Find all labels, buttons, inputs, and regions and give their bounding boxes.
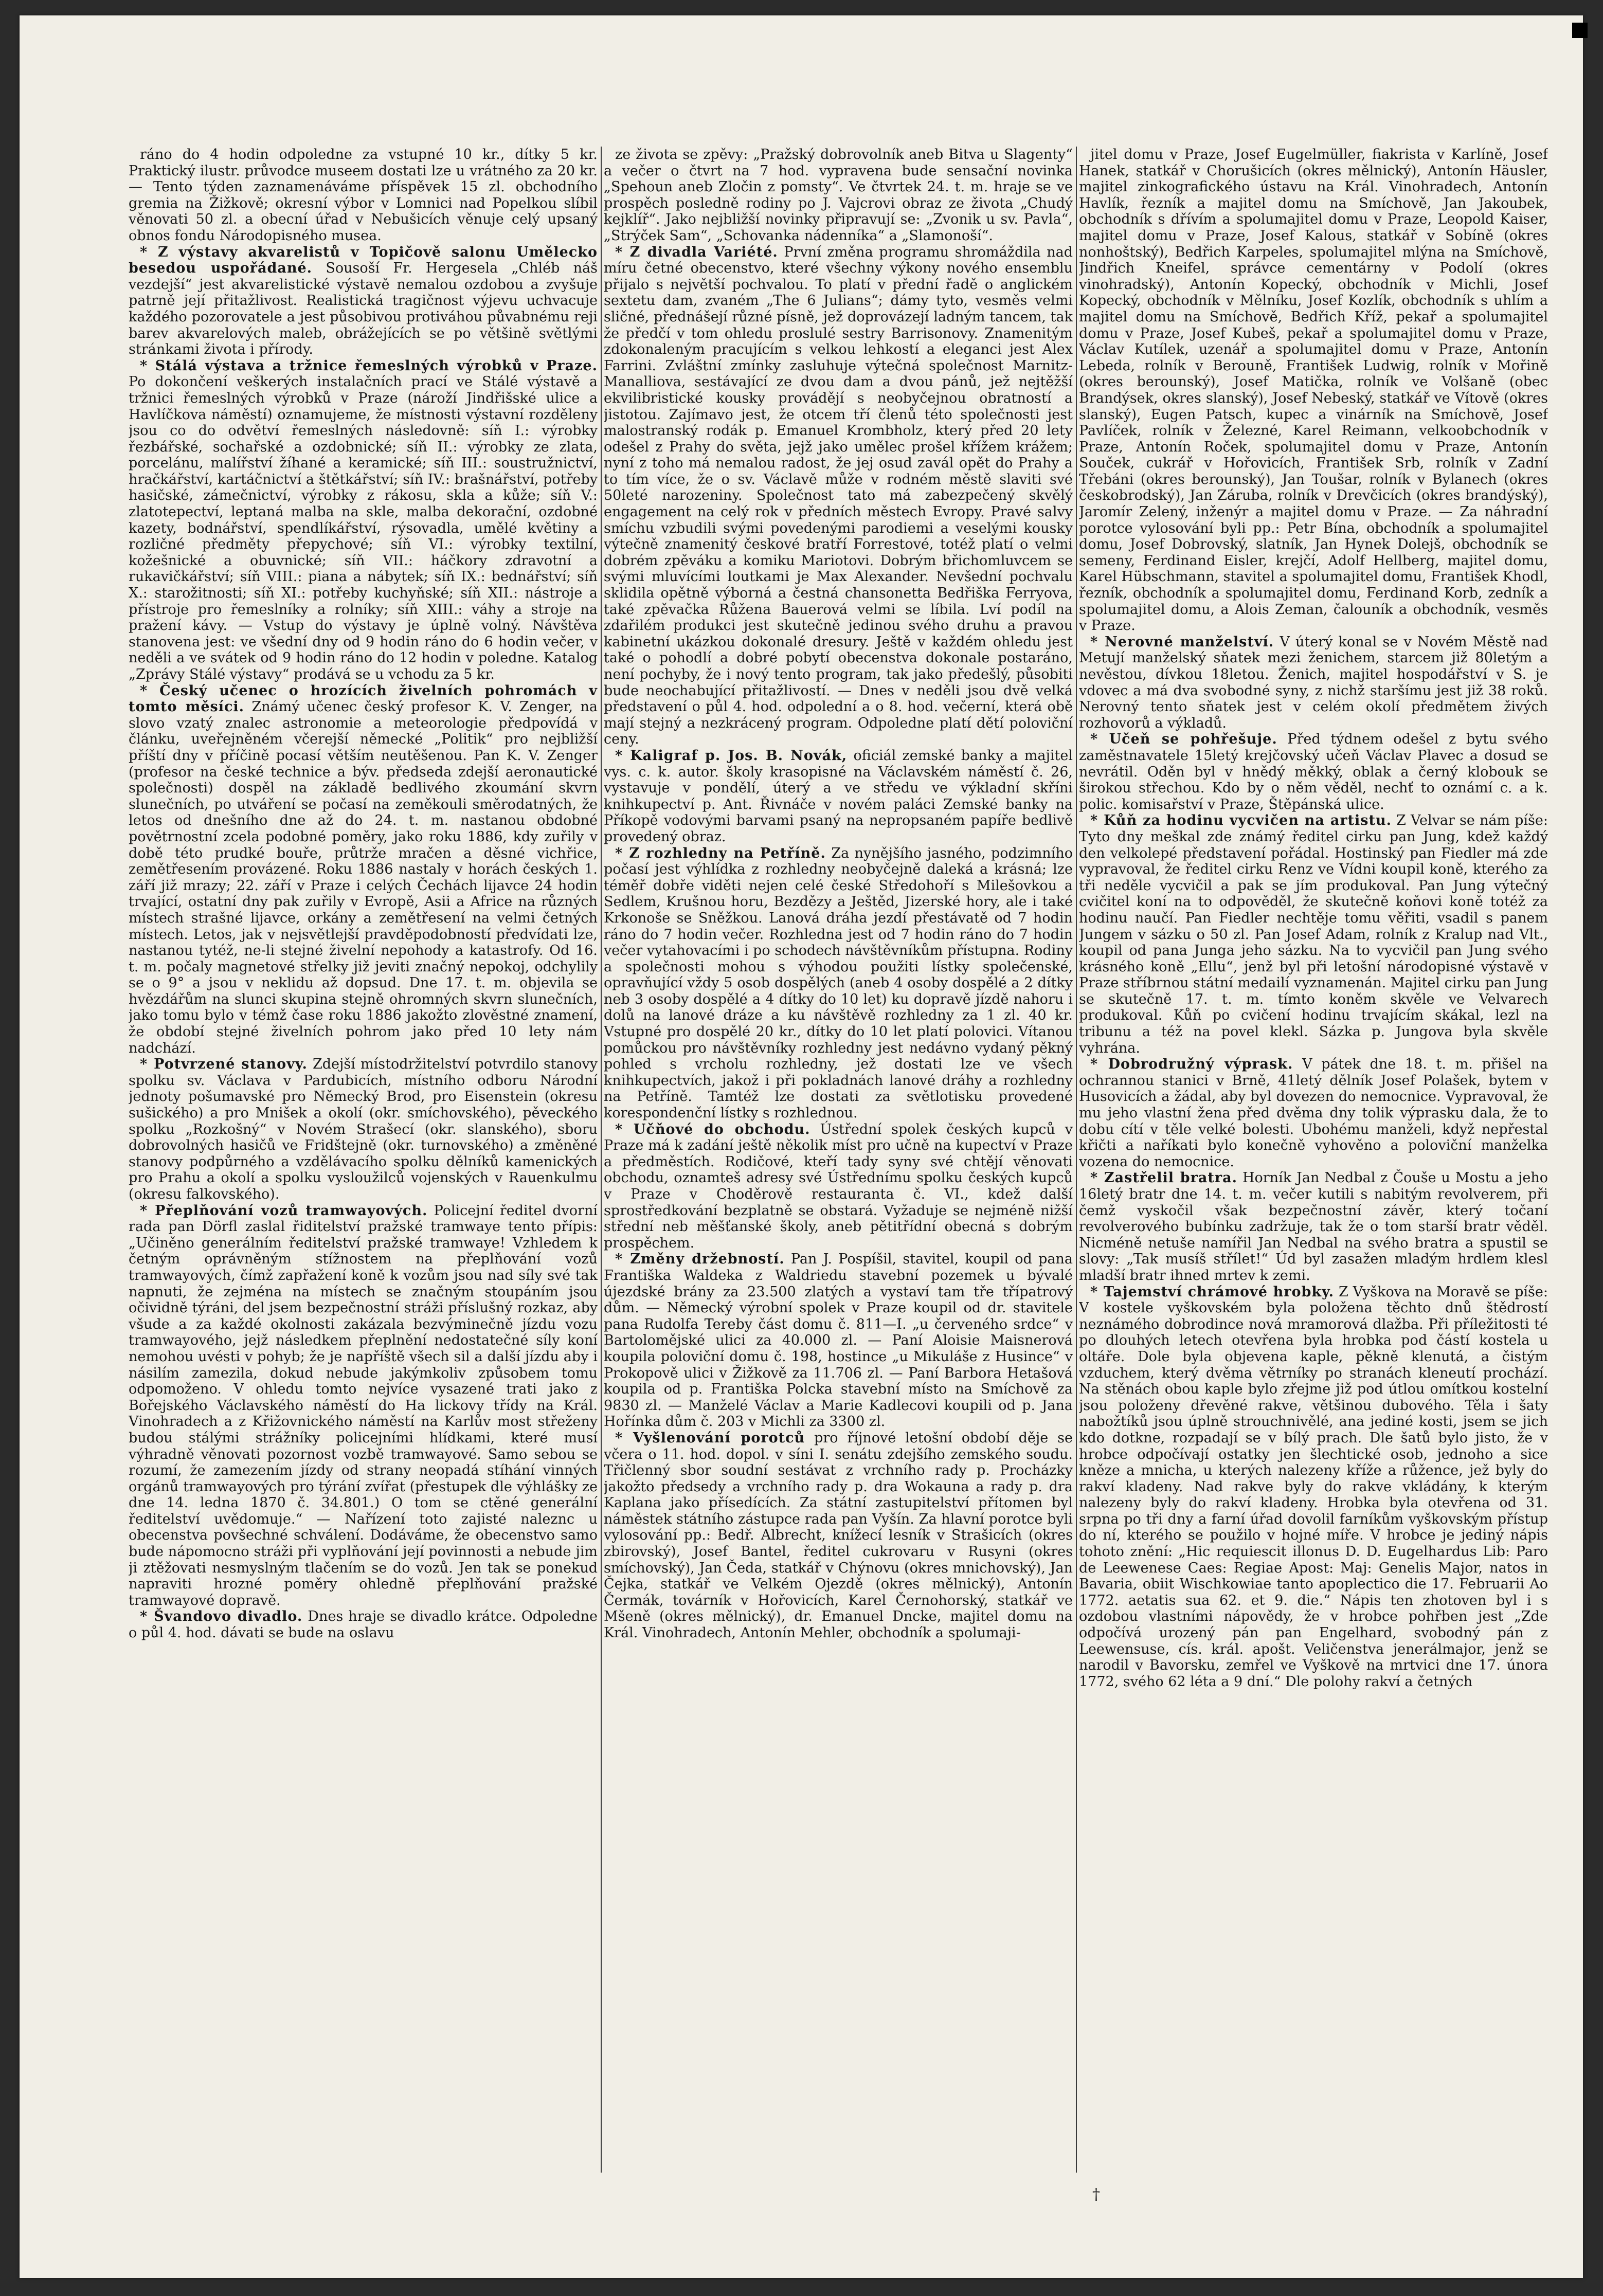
article-body: Horník Jan Nedbal z Čouše u Mostu a jeho 16letý bratr dne 14. t. m. večer kutili s nabitým revolverem, při čemž vyskočil však bezpečnostní závěr, který točaní revolverového bubínku zadržuje, tak že o tom starší bratr věděl. Nicméně netuše namířil Jan Nedbal na svého bratra a spustil se slovy: „Tak musíš střílet!“ Úd byl zasažen mladým hrdlem klesl mladší bratr ihned mrtev k zemi. [1079,1170,1548,1283]
article-headline: * Potvrzené stanovy. [140,1056,308,1072]
article-body: Před týdnem odešel z bytu svého zaměstnavatele 15letý krejčovský učeň Václav Plavec a dosud se nevrátil. Oděn byl v hnědý měkký, oblak a černý klobouk se širokou střechou. Kdo by o něm věděl, nechť to oznámí c. a k. polic. komisařství v Praze, Štěpánská ulice. [1079,731,1548,812]
article-paragraph [129,147,598,244]
article-paragraph [604,1430,1073,1641]
article-body: Ústřední spolek českých kupců v Praze má k zadání ještě několik míst pro učně na kupectví v Praze a předměstích. Rodičové, kteří tady syny své chtějí věnovati obchodu, oznamteš adresy své Ústřednímu spolku českých kupců v Praze v Choděrově restauranta č. VI., kdež další sprostředkování bezplatně se obstará. Vyžaduje se nejméně nižší střední neb měšťanské školy, aneb pětitřídní obecná s dobrým prospěchem. [604,1121,1073,1251]
article-paragraph [604,244,1073,748]
article-headline: * Zastřelil bratra. [1090,1170,1237,1186]
article-paragraph [129,358,598,683]
article-body: Známý učenec český profesor K. V. Zenger, na slovo vzatý znalec astronomie a meteorologie předpovídá v článku, uveřejněném včerejší německé „Politik“ pro nejbližší příští dny v příčině pocasí větším neutěšenou. Pan K. V. Zenger (profesor na české technice a býv. předseda zdejší aeronautické společnosti) dospěl na základě bedlivého zkoumání skvrn slunečních, po utváření se počasí na zeměkouli směrodatných, že letos od dnešního dne až do 24. t. m. nastanou obdobné povětrnostní zcela podobné poměry, jako roku 1886, kdy zuřily v době této prudké bouře, průtrže mračen a děsné vichřice, zemětřesením provázené. Roku 1886 nastaly v horách českých 1. září již mrazy; 22. září v Praze i celých Čechách lijavce 24 hodin trvající, ostatní dny pak zuřily v Evropě, Asii a Africe na různých místech strašné lijavce, orkány a zemětřesení na velmi četných místech. Letos, jak v nejsvětlejší pravděpodobností předvídati lze, nastanou tytéž, ne-li stejné živelní nepohody a katastrofy. Od 16. t. m. počaly magnetové střelky již jeviti značný nepokoj, odchylily se o 9° a jsou v neklidu až dopsud. Dne 17. t. m. objevila se hvězdářům na slunci skupina stejně ohromných skvrn slunečních, jako tomu bylo v témž čase roku 1886 jakožto zlověstné znamení, že období stejné živelních pohrom jako před 10 lety nám nadchází. [129,699,598,1056]
article-paragraph [1079,812,1548,1056]
footer-mark: † [1092,2185,1100,2203]
article-body: Policejní ředitel dvorní rada pan Dörfl zaslal řiditelství pražské tramwaye tento přípis: „Učiněno generálním ředitelství pražské tramwaye! Vzhledem k četným oprávněným stížnostem na přeplňování vozů tramwayových, čímž zapřažení koně k vozům jsou nad síly své tak napnuti, že zejména na místech se značným stoupáním jsou očividně týráni, del jsem bezpečnostní stráži příslušný rozkaz, aby všude a za každé okolnosti zakázala bezvýminečně jízdu vozu tramwayového, jejž následkem přeplnění nedostatečné síly koní nemohou uvésti v pohyb; že je napříště všech sil a další jízdu aby i násilím zamezila, dokud nebude jakýmkoliv způsobem tomu odpomoženo. V ohledu tomto nejvíce vysazené trati jako z Bořejského Václavského náměstí do Ha lickovy třídy na Král. Vinohradech a z Křižovnického náměstí na Karlův most střeženy budou stálými strážníky policejními hlídkami, které musí výhradně věnovati pozornost vozbě tramwayové. Samo sebou se rozumí, že zamezením jízdy od strany neopadá stíhání vinných orgánů tramwayových pro týrání zvířat (přestupek dle výhlášky ze dne 14. ledna 1870 č. 34.801.) O tom se ctěné generální ředitelství uvědomuje.“ — Nařízení toto zajisté naleznc u obecenstva povšechné schválení. Dodáváme, že obecenstvo samo bude nápomocno stráži při vyplňování její povinnosti a nebude jim ji ztěžovati nesmyslným tlačením se do vozů. Jen tak se ponekud napraviti hrozné poměry ohledně přeplňování pražské tramwayové dopravě. [129,1202,598,1608]
article-body: V úterý konal se v Novém Městě nad Metují manželský sňatek mezi ženichem, starcem již 80letým a nevěstou, dívkou 18letou. Ženich, majitel hospodářství v S. je vdovec a má dva svobodné syny, z nichž staršímu jest již 38 roků. Nerovný tento sňatek jest v celém okolí předmětem živých rozhovorů a výkladů. [1079,634,1548,731]
article-body: Z Vyškova na Moravě se píše: V kostele vyškovském byla položena těchto dnů štědrostí neznámého dobrodince nová mramorová dlažba. Při příležitosti té po dlouhých letech otevřena byla hrobka pod částí kostela u oltáře. Dole byla objevena kaple, pěkně klenutá, a čistým vzduchem, který dvěma větrníky po stranách kleneutí prochází. Na stěnách obou kaple bylo zřejme již pod útlou omítkou kostelní jsou položeny dřevěné rakve, většinou dubového. Těla i šaty nabožtíků jsou úplně strouchnivělé, ana jediné kosti, jsem se jich kdo dotkne, rozpadají se v bílý prach. Dle šatů bylo jisto, že v hrobce odpočívají ostatky jen šlechtické osob, jednoho a sice kněze a mnicha, u kterých nalezeny kříže a růžence, jež byly do rakví kladeny. Nad rakve byly do rakve vkládány, k kterým nalezeny byly do rakví kladeny. Hrobka byla otevřena od 31. srpna po tři dny a farní úřad dovolil farníkům vyškovským přístup do ní, kterého se použilo v hojné míře. V hrobce je jediný nápis tohoto znění: „Hic requiescit illonus D. D. Eugelhardus Lib: Paro de Leewenese Caes: Regiae Apost: Maj: Genelis Major, natos in Bavaria, obiit Wischkowiae tanto apoplectico die 17. Februarii Ao 1772. aetatis sua 62. et 9. die.“ Nápis ten zhotoven byl i s ozdobou vlastními nápovědy, že v hrobce pohřben jest „Zde odpočívá urozený pán pan Engelhard, svobodný pán z Leewensuse, cís. král. apošt. Veličenstva jenerálmajor, jenž se narodil v Bavorsku, zemřel ve Vyškově na mrtvici dne 17. února 1772, svého 62 léta a 9 dní.“ Dle polohy rakví a četných [1079,1283,1548,1690]
article-headline: * Kůň za hodinu vycvičen na artistu. [1090,812,1392,828]
article-body: První změna programu shromáždila nad míru četné obecenstvo, které všechny výkony nového ensemblu přijalo s největší pochvalou. To platí v přední řadě o anglickém sextetu dam, zvaném „The 6 Julians“; dámy tyto, vesměs velmi sličné, přednášejí různé písně, jež doprovázejí ladným tancem, tak že předčí v tom ohledu proslulé sestry Barrisonovy. Znamenitým zdokonaleným pracujícím s velkou lehkostí a eleganci jest Alex Farrini. Zvláštní zmínky zasluhuje výtečná společnost Marnitz-Manalliova, sestávající ze dvou dam a dvou pánů, jež nejtěžší ekvilibristické kousky provádějí s neobyčejnou obratností a jistotou. Zajímavo jest, že otcem tří členů této společnosti jest malostranský rodák p. Emanuel Krombholz, který před 20 lety odešel z Prahy do světa, jejž jako umělec prošel křížem krážem; nyní z toho má nemalou radost, že jej osud zavál opět do Prahy a to tím více, že o sv. Václavě může v rodném městě slaviti své 50leté narozeniny. Společnost tato má zabezpečený skvělý engagement na celý rok v předních městech Evropy. Pravé salvy smíchu vzbudili svými povedenými parodiemi a veselými kousky výtečně znamenitý českové bratří Forrestové, totéž platí o velmi dobrém zpěváku a komiku Mariotovi. Dobrým břichomluvcem se svými mluvícími loutkami je Max Alexander. Nevšední pochvalu sklidila opětně výborná a čestná chansonetta Bedřiška Ferryova, také zpěvačka Růžena Bauerová velmi se líbila. Lví podíl na zdařilém produkci jest skutečně jedinou svého druhu a pravou kabinetní ukázkou dokonalé dresury. Ještě v každém ohledu jest také o pohodlí a dobré pobytí obecenstva dokonale postaráno, není pochyby, že i nový tento program, tak jako předešlý, působiti bude neochabující přitažlivostí. — Dnes v neděli jsou dvě velká představení o půl 4. hod. odpolední a o 8. hod. večerní, která obě mají stejný a nezkrácený program. Odpoledne platí dětí poloviční ceny. [604,244,1073,748]
article-paragraph [1079,731,1548,812]
article-body: jitel domu v Praze, Josef Eugelmüller, fiakrista v Karlíně, Josef Hanek, statkář v Chorušicích (okres mělnický), Antonín Häusler, majitel zinkografického ústavu na Král. Vinohradech, Antonín Havlík, řezník a majitel domu na Smíchově, Jan Jakoubek, obchodník s dřívím a spolumajitel domu v Praze, Leopold Kaiser, majitel domu v Praze, Josef Kalous, statkář v Sobíně (okres nonhoštský), Bedřich Karpeles, spolumajitel mlýna na Smíchově, Jindřich Kneifel, správce cementárny v Podolí (okres vinohradský), Antonín Kopecký, obchodník v Michli, Josef Kopecký, obchodník v Mělníku, Josef Kozlík, obchodník s uhlím a majitel domu na Smíchově, Bedřich Kříž, pekař a spolumajitel domu v Praze, Josef Kubeš, pekař a spolumajitel domu v Praze, Václav Kutílek, uzenář a spolumajitel domu v Praze, Antonín Lebeda, rolník v Berouně, František Ludwig, rolník v Mořině (okres berounský), Josef Matička, rolník ve Volšaně (obec Brandýsek, okres slanský), Josef Nebeský, statkář ve Vítově (okres slanský), Eugen Patsch, kupec a vinárník na Smíchově, Josef Pavlíček, rolník v Železné, Karel Reimann, velkoobchodník v Praze, Antonín Roček, spolumajitel domu v Praze, Antonín Souček, cukrář v Hořovicích, František Srb, rolník v Zadní Třebáni (okres berounský), Jan Toušar, rolník v Bylanech (okres českobrodský), Jan Záruba, rolník v Drevčicích (okres brandýský), Jaromír Zelený, inženýr a majitel domu v Praze. — Za náhradní porotce vylosování byli pp.: Petr Bína, obchodník a spolumajitel domu, Josef Dobrovský, slatník, Jan Hynek Dolejš, obchodník se semeny, Ferdinand Eisler, krejčí, Adolf Hellberg, majitel domu, Karel Hübschmann, stavitel a spolumajitel domu, František Khodl, řezník, obchodník a spolumajitel domu, Ferdinand Korb, zedník a spolumajitel domu, a Alois Zeman, čalouník a obchodník, vesměs v Praze. [1079,147,1548,634]
article-body: Za nynějšího jasného, podzimního počasí jest výhlídka z rozhledny neobyčejně daleká a krásná; lze téměř dobře viděti nejen celé české Středohoří s Milešovkou a Sedlem, Krušnou horu, Bezdězy a Ještěd, Jizerské hory, ale i také Krkonoše se Sněžkou. Lanová dráha jezdí přestávatě od 7 hodin ráno do 7 hodin večer. Rozhledna jest od 7 hodin ráno do 7 hodin večer vytahovacími i po schodech návštěvníkům přístupna. Rodiny a společnosti mohou s výhodou použiti lístky společenské, opravňující vždy 5 osob dospělých (aneb 4 osoby dospělé a 2 dítky neb 3 osoby dospělé a 4 dítky do 10 let) ku dopravě jízdě nahoru i dolů na lanové dráze a ku návštěvě rozhledny za 1 zl. 40 kr. Vstupné pro dospělé 20 kr., dítky do 10 let platí polovici. Vítanou pomůckou pro návštěvníky rozhledny jest nedávno vydaný pěkný pohled s vrcholu rozhledny, jež dostati lze ve všech knihkupectvích, jakož i při pokladnách lanové dráhy a rozhledny na Petříně. Tamtéž lze dostati za světlotisku provedené korespondenční lístky s rozhlednou. [604,845,1073,1122]
article-paragraph [129,1203,598,1609]
article-paragraph [604,845,1073,1122]
article-headline: * Přeplňování vozů tramwayových. [140,1203,427,1219]
article-headline: * Učňové do obchodu. [615,1122,810,1137]
column-3 [1079,147,1548,2167]
article-paragraph [129,1056,598,1202]
article-headline: * Učeň se pohřešuje. [1090,731,1277,747]
article-body: Z Velvar se nám píše: Tyto dny meškal zde známý ředitel cirku pan Jung, kdež každý den velkolepé představení pořádal. Hostinský pan Fiedler má zde vypravoval, že ředitel cirku Renz ve Vídni koupil koně, kterého za tři neděle vycvičil a pak se jím produkoval. Pan Jung výtečný cvičitel koní na to odpověděl, že skutečně koňovi koně totéž za hodinu naučí. Pan Fiedler nechtěje tomu věřiti, vsadil s panem Jungem v sázku o 50 zl. Pan Josef Adam, rolník z Kralup nad Vlt., koupil od pana Junga jeho sázku. Na to vycvičil pan Jung svého krásného koně „Ellu“, jenž byl při letošní národopisné výstavě v Praze stříbrnou státní medailí vyznamenán. Majitel cirku pan Jung se skutečně 17. t. m. tímto koněm skvěle ve Velvarech produkoval. Kůň po cvičení hodinu trvajícím skákal, lezl na tribunu a též na povel klekl. Sázka p. Jungova byla skvěle vyhrána. [1079,812,1548,1056]
article-headline: * Švandovo divadlo. [140,1608,302,1624]
article-headline: * Z výstavy akvarelistů v Topičově salonu Umělecko besedou uspořádané. [129,244,598,277]
article-paragraph [604,147,1073,244]
article-paragraph [604,1251,1073,1430]
article-paragraph [129,683,598,1057]
article-paragraph [1079,1170,1548,1283]
article-headline: * Z rozhledny na Petříně. [615,845,826,861]
article-headline: * Nerovné manželství. [1090,634,1274,650]
article-body: Dnes hraje se divadlo krátce. Odpoledne o půl 4. hod. dávati se bude na oslavu [129,1608,598,1641]
article-paragraph [1079,634,1548,732]
article-headline: * Stálá výstava a tržnice řemeslných výrobků v Praze. [140,358,598,374]
article-body: Pan J. Pospíšil, stavitel, koupil od pana Františka Waldeka z Waldriedu stavební pozemek u bývalé újezdské brány za 23.500 zlatých a vystaví tam tře třípatrový dům. — Německý výrobní spolek v Praze koupil od dr. stavitele pana Rudolfa Tereby část domu č. 811—I. „u červeného srdce“ v Bartolomějské ulici za 40.000 zl. — Paní Aloisie Maisnerová koupila poloviční domu č. 198, hostince „u Mikuláše z Husince“ v Prokopově ulici v Žižkově za 11.706 zl. — Paní Barbora Hetašová koupila od p. Františka Polcka stavební místo na Smíchově za 9830 zl. — Manželé Václav a Marie Kadlecovi koupili od p. Jana Hořínka dům č. 203 v Michli za 3300 zl. [604,1251,1073,1430]
scan-corner-mark [1572,23,1588,38]
article-headline: * Kaligraf p. Jos. B. Novák, [615,748,847,764]
article-body: pro říjnové letošní období děje se včera o 11. hod. dopol. v síni I. senátu zdejšího zemského soudu. Třičlenný sbor soudní sestávat z vrchního rady p. Procházky jakožto předsedy a vrchního rady p. dra Wokauna a rady p. dra Kaplana jako přísedících. Za státní zastupitelství přítomen byl náměstek státního zástupce rada pan Vyšín. Za hlavní porotce byli vylosování pp.: Bedř. Albrecht, knížecí lesník v Strašicích (okres zbirovský), Josef Bantel, ředitel cukrovaru v Rusyni (okres smíchovský), Jan Čeda, statkář v Chýnovu (okres mnichovský), Jan Čejka, statkář ve Velkém Ojezdě (okres mělnický), Antonín Čermák, továrník v Hořovicích, Karel Černohorský, statkář ve Mšeně (okres mělnický), dr. Emanuel Dncke, majitel domu na Král. Vinohradech, Antonín Mehler, obchodník a spolumaji- [604,1430,1073,1641]
page-columns [129,147,1548,2167]
article-paragraph [129,244,598,358]
article-headline: * Z divadla Variété. [615,244,778,260]
article-paragraph [129,1608,598,1641]
article-headline: * Český učenec o hrozících živelních pohromách v tomto měsíci. [129,683,598,715]
article-paragraph [1079,1056,1548,1170]
article-headline: * Vyšlenování porotců [615,1430,805,1446]
article-body: Zdejší místodržitelství potvrdilo stanovy spolku sv. Václava v Pardubicích, místního odboru Národní jednoty pošumavské pro Německý Brod, pro Eisenstein (okresu sušického) a pro Mnišek a okolí (okr. smíchovského), pěveckého spolku „Rozkošný“ v Novém Strašecí (okr. slanského), sboru dobrovolných hasičů ve Fridštejně (okr. turnovského) a změněné stanovy podpůrného a vzdělávacího spolku dělníků kamenických pro Prahu a okolí a spolku vysloužilců vojenských v Rauenkulmu (okresu falkovského). [129,1056,598,1202]
article-paragraph [604,748,1073,845]
article-body: V pátek dne 18. t. m. přišel na ochrannou stanici v Brně, 41letý dělník Josef Polašek, bytem v Husovicích a žádal, aby byl dovezen do nemocnice. Vypravoval, že mu jeho vlastní žena před dvěma dny tolik výprasku dala, že to dobu cítí v těle velké bolesti. Ubohému manželi, když nepřestal křičti a naříkati bylo konečně vyhověno a poloviční manželka vozena do nemocnice. [1079,1056,1548,1170]
article-body: Po dokončení veškerých instalačních prací ve Stálé výstavě a tržnici řemeslných výrobků v Praze (nároží Jindřišské ulice a Havlíčkova náměstí) oznamujeme, že místnosti výstavní rozděleny jsou co do odvětví řemeslných následovně: síň I.: výrobky řezbářské, sochařské a ozdobnické; síň II.: výrobky ze zlata, porcelánu, malířství žíhané a keramické; síň III.: soustružnictví, hračkářství, kartáčnictví a štětkářství; síň IV.: brašnářství, potřeby hasičské, zámečnictví, výrobky z rákosu, skla a kůže; síň V.: zlatotepectví, leptaná malba na skle, malba dekorační, ozdobné kazety, bodnářství, spendlíkářství, rýsovadla, umělé květiny a rozličné předměty přepychové; síň VI.: výrobky textilní, kožešnické a obuvnické; síň VII.: háčkory zdravotní a rukavičkářství; síň VIII.: piana a nábytek; síň IX.: bednářství; síň X.: starožitnosti; síň XI.: potřeby kuchyňské; síň XII.: nástroje a přístroje pro řemeslníky a rolníky; síň XIII.: váhy a stroje na pražení kávy. — Vstup do výstavy je úplně volný. Návštěva stanovena jest: ve všední dny od 9 hodin ráno do 6 hodin večer, v neděli a ve svátek od 9 hodin ráno do 12 hodin v poledne. Katalog „Zprávy Stálé výstavy“ prodává se u vchodu za 5 kr. [129,374,598,682]
article-headline: * Tajemství chrámové hrobky. [1090,1284,1334,1300]
column-2 [604,147,1073,2167]
article-body: ráno do 4 hodin odpoledne za vstupné 10 kr., dítky 5 kr. Praktický ilustr. průvodce museem dostati lze u vrátného za 20 kr. — Tento týden zaznamenáváme příspěvek 15 zl. obchodního gremia na Žižkově; okresní výbor v Lomnici nad Popelkou slíbil věnovati 50 zl. a obecní úřad v Nebušicích věnuje celý upsaný obnos fondu Národopisného musea. [129,147,598,244]
article-body: Sousoší Fr. Hergesela „Chléb náš vezdejší“ jest akvarelistické výstavě nemalou ozdobou a zvyšuje patrně její přitažlivost. Realistická tragičnost výjevu uchvacuje každého pozorovatele a jest působivou protiváhou půvabnému reji barev akvarelových maleb, obrážejících se po většině světlými stránkami života i přírody. [129,260,598,358]
article-paragraph [604,1122,1073,1252]
article-body: ze života se zpěvy: „Pražský dobrovolník aneb Bitva u Slagenty“ a večer o čtvrt na 7 hod. vypravena bude sensační novinka „Spehoun aneb Zločin z pomsty“. Ve čtvrtek 24. t. m. hraje se ve prospěch posledně rodiny po J. Vajcrovi obraz ze života „Chudý kejklíř“. Jako nejbližší novinky připravují se: „Zvonik u sv. Pavla“, „Strýček Sam“, „Schovanka nádenníka“ a „Slamonoší“. [604,147,1073,244]
article-paragraph [1079,1284,1548,1690]
article-headline: * Změny držebností. [615,1251,785,1267]
article-body: oficiál zemské banky a majitel vys. c. k. autor. školy krasopisné na Václavském náměstí č. 26, vystavuje v pondělí, úterý a ve středu ve výkladní skříni knihkupectví p. Ant. Řivnáče v novém paláci Zemské banky na Příkopě vodovými barvami psaný na nepropsaném papíře bedlivě provedený obraz. [604,747,1073,845]
article-paragraph [1079,147,1548,634]
column-1 [129,147,598,2167]
article-headline: * Dobrodružný výprask. [1090,1056,1293,1072]
